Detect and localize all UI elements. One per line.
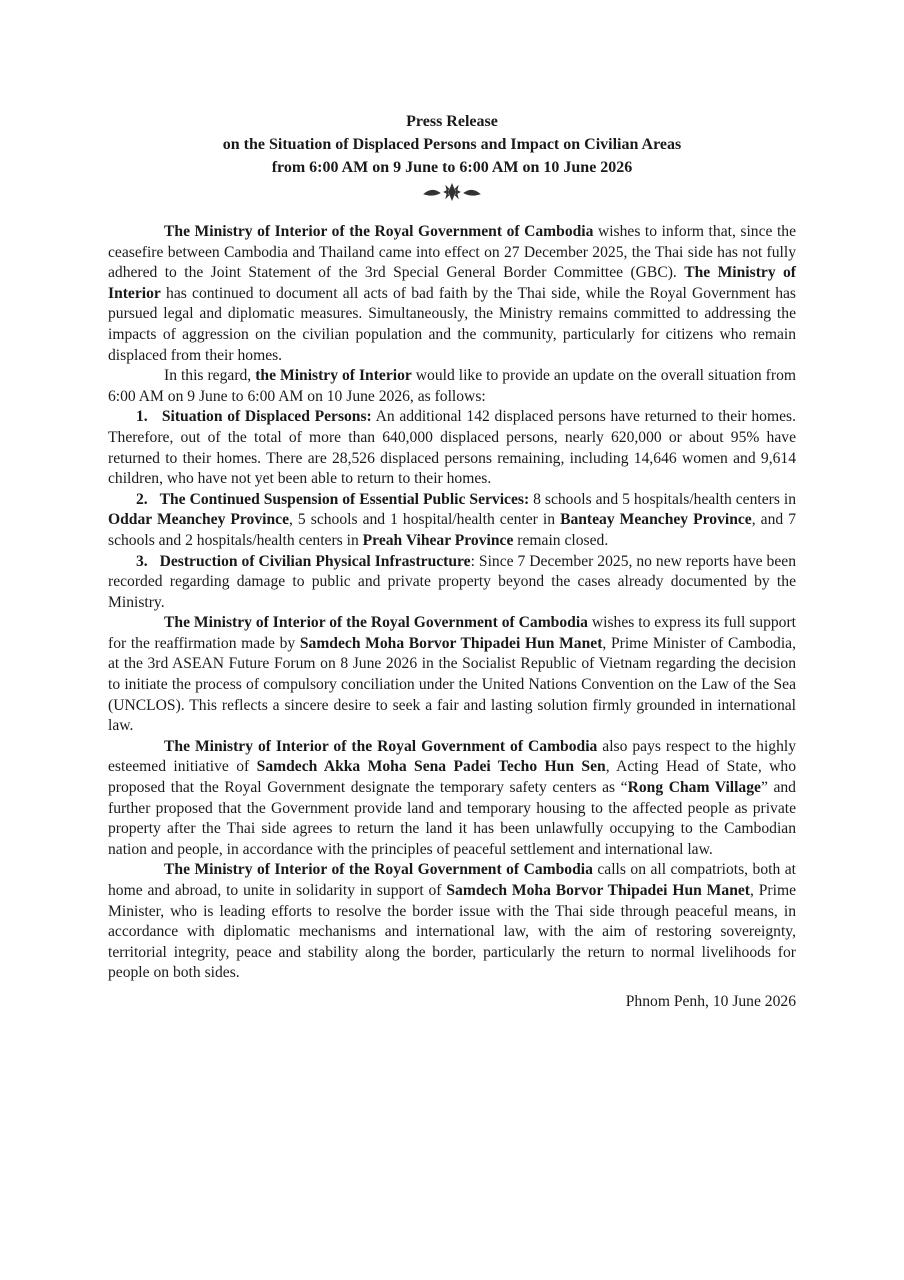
bold-text: The Ministry of Interior of the Royal Government of Cambodia [164, 737, 598, 755]
list-item-2 [108, 490, 796, 552]
paragraph-5 [108, 860, 796, 984]
bold-text: Rong Cham Village [627, 779, 761, 797]
bold-text: Destruction of Civilian Physical Infrastructure [159, 552, 471, 570]
text: wishes to express its full support for the reaffirmation made by [108, 614, 797, 652]
bold-text: The Continued Suspension of Essential Public Services: [159, 490, 530, 508]
item-number: 1. [136, 408, 148, 426]
bold-text: The Ministry of Interior of the Royal Government of Cambodia [164, 861, 593, 879]
floral-ornament-icon [422, 183, 482, 201]
paragraph-2 [108, 366, 796, 407]
text: has continued to document all acts of bad faith by the Thai side, while the Royal Government has pursued legal and diplomatic measures. Simultaneously, the Ministry remains committed to addressing the impacts of aggression on the civilian population and the community, particularly for citizens who remain displaced from their homes. [108, 284, 796, 364]
bold-text: Samdech Moha Borvor Thipadei Hun Manet [299, 634, 603, 652]
dateline: Phnom Penh, 10 June 2026 [625, 992, 796, 1010]
text: , 5 schools and 1 hospital/health center in [289, 511, 561, 529]
text: In this regard, [164, 367, 256, 385]
bold-text: The Ministry of Interior of the Royal Government of Cambodia [164, 223, 594, 240]
bold-text: Preah Vihear Province [362, 531, 514, 549]
title-line-2: on the Situation of Displaced Persons and Impact on Civilian Areas [222, 136, 682, 153]
text: , Acting Head of State, who proposed that the Royal Government designate the temporary safety centers as “ [108, 758, 796, 797]
list-item-1 [108, 407, 796, 489]
text: , Prime Minister of Cambodia, at the 3rd ASEAN Future Forum on 8 June 2026 in the Socialist Republic of Vietnam regarding the decision to initiate the process of compulsory conciliation under the United Nations Convention on the Law of the Sea (UNCLOS). This reflects a sincere desire to seek a fair and lasting solution firmly grounded in international law. [108, 634, 796, 735]
text: , and 7 schools and 2 hospitals/health centers in [108, 511, 797, 549]
text: wishes to inform that, since the ceasefire between Cambodia and Thailand came into effect on 27 December 2025, the Thai side has not fully adhered to the Joint Statement of the 3rd Special General Border Committee (GBC). [108, 223, 796, 282]
paragraph-1 [108, 222, 796, 366]
item-number: 3. [136, 552, 148, 570]
bold-text: Situation of Displaced Persons: [161, 408, 372, 426]
paragraph-4 [108, 737, 796, 861]
bold-text: the Ministry of Interior [255, 367, 412, 385]
text: remain closed. [513, 531, 609, 549]
text: ” and further proposed that the Government provide land and temporary housing to the affected people as private property after the Thai side agrees to return the land it has been unlawfully occupying to the Cambodian nation and people, in accordance with the principles of peaceful settlement and international law. [108, 779, 796, 858]
text: , Prime Minister, who is leading efforts to resolve the border issue with the Thai side through peaceful means, in accordance with diplomatic mechanisms and international law, with the aim of restoring sovereignty, territorial integrity, peace and stability along the border, particularly the return to normal livelihoods for people on both sides. [108, 882, 796, 982]
text: calls on all compatriots, both at home and abroad, to unite in solidarity in support of [108, 861, 796, 899]
list-item-3 [108, 552, 796, 614]
text: An additional 142 displaced persons have returned to their homes. Therefore, out of the total of more than 640,000 displaced persons, nearly 620,000 or about 95% have returned to their homes. There are 28,526 displaced persons remaining, including 14,646 women and 9,614 children, who have not yet been able to return to their homes. [108, 408, 796, 488]
item-number: 2. [136, 490, 148, 508]
title-line-1: Press Release [406, 113, 498, 130]
text: 8 schools and 5 hospitals/health centers in [529, 490, 796, 508]
bold-text: Samdech Moha Borvor Thipadei Hun Manet [446, 882, 750, 899]
text: : Since 7 December 2025, no new reports have been recorded regarding damage to public and private property beyond the cases already documented by the Ministry. [108, 552, 796, 611]
bold-text: The Ministry of Interior of the Royal Government of Cambodia [164, 614, 588, 632]
text: also pays respect to the highly esteemed initiative of [108, 737, 797, 776]
bold-text: Banteay Meanchey Province [560, 511, 752, 529]
bold-text: Oddar Meanchey Province [108, 511, 289, 529]
title-block [0, 110, 904, 179]
paragraph-3 [108, 613, 796, 737]
bold-text: The Ministry of Interior [108, 264, 796, 302]
bold-text: Samdech Akka Moha Sena Padei Techo Hun Sen [256, 758, 606, 776]
title-line-3: from 6:00 AM on 9 June to 6:00 AM on 10 June 2026 [271, 159, 633, 176]
text: would like to provide an update on the overall situation from 6:00 AM on 9 June to 6:00 AM on 10 June 2026, as follows: [108, 367, 796, 405]
body-text [108, 222, 796, 1013]
